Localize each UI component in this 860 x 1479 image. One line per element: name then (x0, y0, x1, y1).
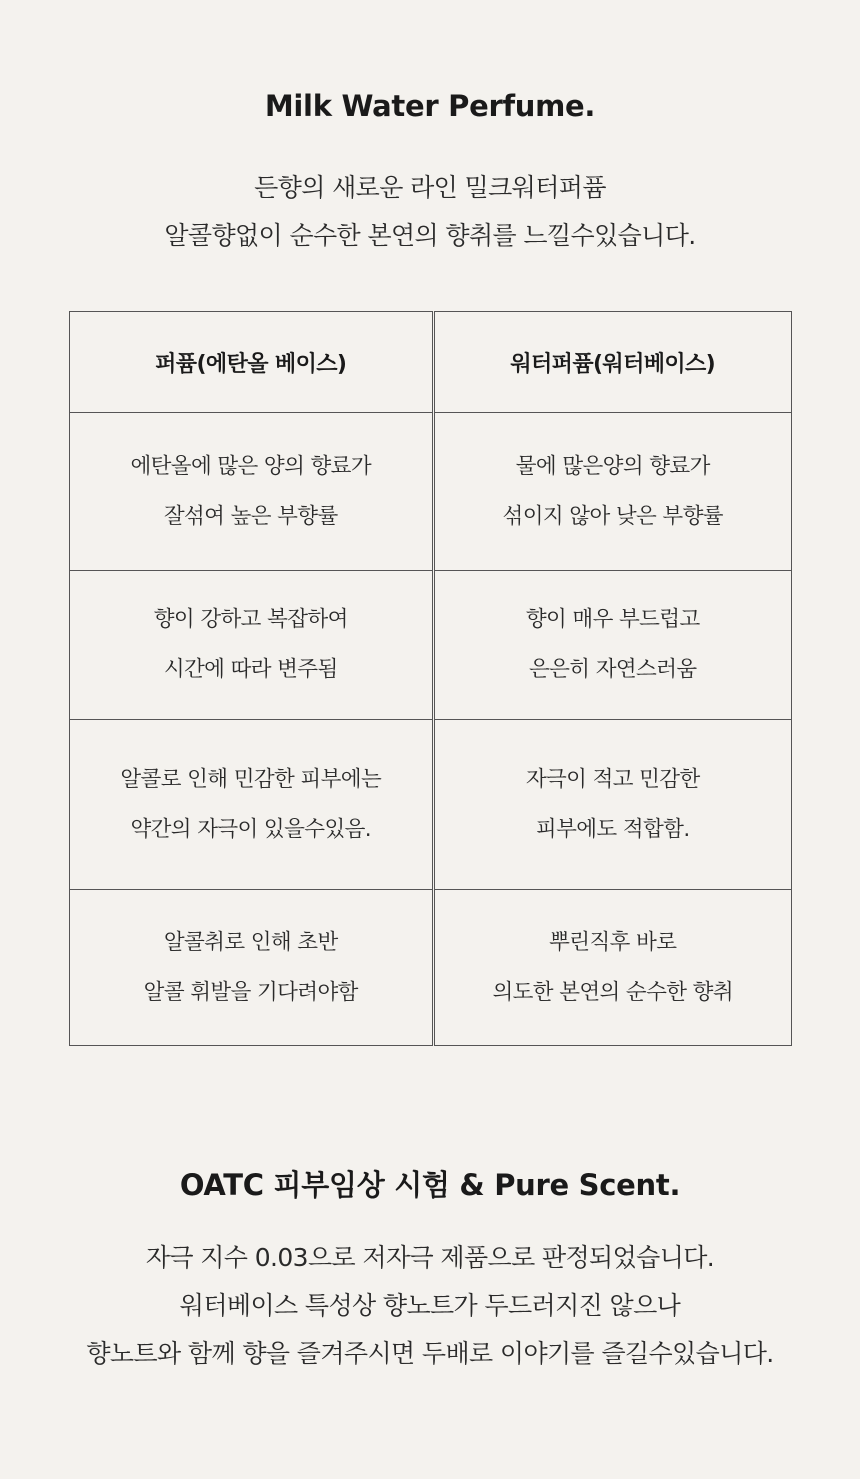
cell-line: 향이 강하고 복잡하여 (153, 607, 348, 632)
clinical-title: OATC 피부임상 시험 & Pure Scent. (179, 1168, 681, 1202)
perfume-cell (70, 890, 434, 1046)
cell-line: 향이 매우 부드럽고 (525, 607, 700, 632)
intro-title: Milk Water Perfume. (264, 89, 596, 123)
intro-line: 든향의 새로운 라인 밀크워터퍼퓸 (254, 173, 606, 202)
cell-line: 에탄올에 많은 양의 향료가 (130, 453, 372, 479)
header-water-perfume: 워터퍼퓸(워터베이스) (433, 312, 792, 413)
cell-line: 시간에 따라 변주됨 (163, 657, 338, 682)
clinical-line: 자극 지수 0.03으로 저자극 제품으로 판정되었습니다. (145, 1243, 715, 1272)
comparison-header-row (70, 312, 792, 413)
header-perfume: 퍼퓸(에탄올 베이스) (70, 312, 434, 413)
water-perfume-cell (433, 890, 792, 1046)
perfume-cell (70, 720, 434, 890)
perfume-cell (70, 413, 434, 571)
cell-line: 뿌린직후 바로 (549, 929, 677, 955)
cell-line: 자극이 적고 민감한 (525, 766, 700, 792)
table-row (70, 720, 792, 890)
clinical-line: 향노트와 함께 향을 즐겨주시면 두배로 이야기를 즐길수있습니다. (86, 1339, 774, 1368)
cell-line: 알콜로 인해 민감한 피부에는 (120, 766, 382, 792)
table-row (70, 413, 792, 571)
intro-description (0, 164, 860, 260)
cell-line: 알콜 휘발을 기다려야함 (143, 979, 358, 1005)
water-perfume-cell (433, 720, 792, 890)
clinical-line: 워터베이스 특성상 향노트가 두드러지진 않으나 (179, 1291, 681, 1320)
clinical-description (0, 1234, 860, 1378)
table-row (70, 571, 792, 720)
cell-line: 은은히 자연스러움 (528, 657, 697, 682)
cell-line: 물에 많은양의 향료가 (515, 453, 710, 479)
comparison-table (69, 311, 792, 1046)
water-perfume-cell (433, 413, 792, 571)
cell-line: 약간의 자극이 있을수있음. (130, 816, 372, 842)
cell-line: 알콜취로 인해 초반 (163, 929, 338, 955)
perfume-cell (70, 571, 434, 720)
cell-line: 잘섞여 높은 부향률 (163, 503, 338, 529)
intro-line: 알콜향없이 순수한 본연의 향취를 느낄수있습니다. (164, 221, 696, 250)
water-perfume-cell (433, 571, 792, 720)
cell-line: 의도한 본연의 순수한 향취 (492, 979, 734, 1005)
cell-line: 피부에도 적합함. (535, 816, 690, 842)
cell-line: 섞이지 않아 낮은 부향률 (502, 503, 723, 529)
table-row (70, 890, 792, 1046)
